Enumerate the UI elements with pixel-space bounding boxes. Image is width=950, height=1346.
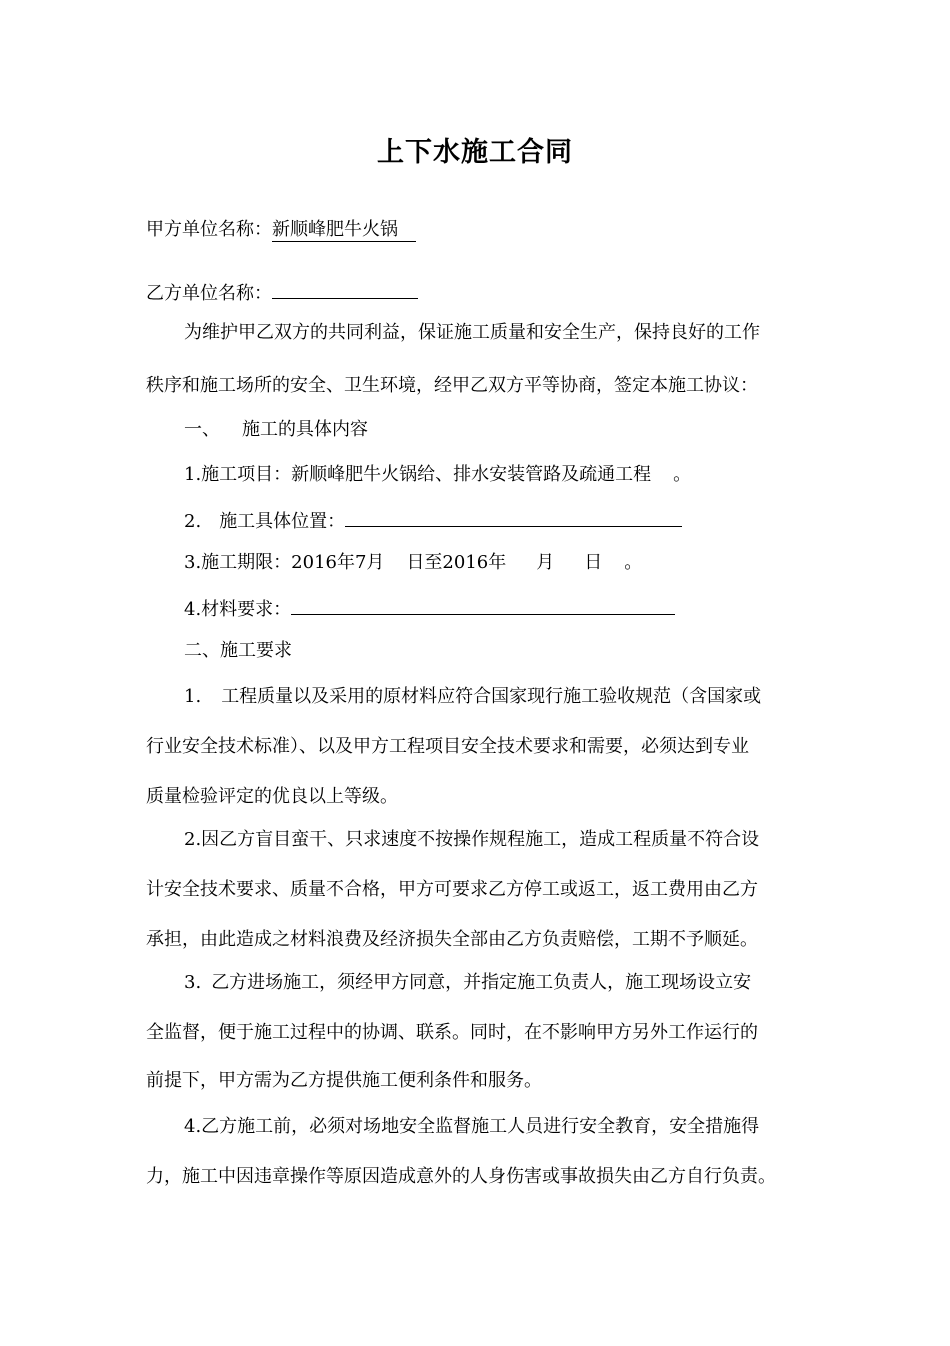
section-2-p3-line-3: 前提下，甲方需为乙方提供施工便利条件和服务。	[146, 1070, 542, 1091]
material-blank	[291, 594, 675, 615]
section-1-title: 施工的具体内容	[242, 419, 368, 440]
party-b-line	[146, 278, 418, 307]
section-2-p2-line-3: 承担，由此造成之材料浪费及经济损失全部由乙方负责赔偿，工期不予顺延。	[146, 929, 758, 950]
section-1-heading	[184, 417, 368, 443]
section-2-p4-line-1: 4.乙方施工前，必须对场地安全监督施工人员进行安全教育，安全措施得	[184, 1116, 760, 1137]
party-b-label: 乙方单位名称：	[146, 283, 272, 304]
section-1-item-1: 1.施工项目：新顺峰肥牛火锅给、排水安装管路及疏通工程 。	[184, 464, 692, 485]
party-a-value: 新顺峰肥牛火锅	[272, 219, 416, 242]
section-1-number: 一、	[184, 419, 220, 440]
section-2-p4-line-2: 力，施工中因违章操作等原因造成意外的人身伤害或事故损失由乙方自行负责。	[146, 1166, 776, 1187]
party-b-blank	[272, 278, 418, 299]
section-2-p1-line-1: 1. 工程质量以及采用的原材料应符合国家现行施工验收规范（含国家或	[184, 686, 762, 707]
section-2-p2-line-2: 计安全技术要求、质量不合格，甲方可要求乙方停工或返工，返工费用由乙方	[146, 879, 758, 900]
intro-line-2: 秩序和施工场所的安全、卫生环境，经甲乙双方平等协商，签定本施工协议：	[146, 375, 758, 396]
section-2-p1-line-2: 行业安全技术标准）、以及甲方工程项目安全技术要求和需要，必须达到专业	[146, 736, 749, 757]
section-1-item-4: 4.材料要求：	[184, 594, 675, 623]
intro-line-1: 为维护甲乙双方的共同利益，保证施工质量和安全生产，保持良好的工作	[184, 322, 760, 343]
section-2-p1-line-3: 质量检验评定的优良以上等级。	[146, 786, 398, 807]
party-a-label: 甲方单位名称：	[146, 219, 272, 240]
section-2-p2-line-1: 2.因乙方盲目蛮干、只求速度不按操作规程施工，造成工程质量不符合设	[184, 829, 760, 850]
document-title: 上下水施工合同	[377, 137, 573, 168]
section-2-p3-line-1: 3. 乙方进场施工，须经甲方同意，并指定施工负责人，施工现场设立安	[184, 972, 752, 993]
section-2-heading: 二、施工要求	[184, 640, 292, 661]
section-1-item-3: 3.施工期限：2016年7月 日至2016年 月 日 。	[184, 552, 643, 573]
section-2-p3-line-2: 全监督，便于施工过程中的协调、联系。同时，在不影响甲方另外工作运行的	[146, 1022, 758, 1043]
party-a-line	[146, 217, 416, 243]
section-1-item-2: 2. 施工具体位置：	[184, 506, 682, 535]
location-blank	[345, 506, 682, 527]
